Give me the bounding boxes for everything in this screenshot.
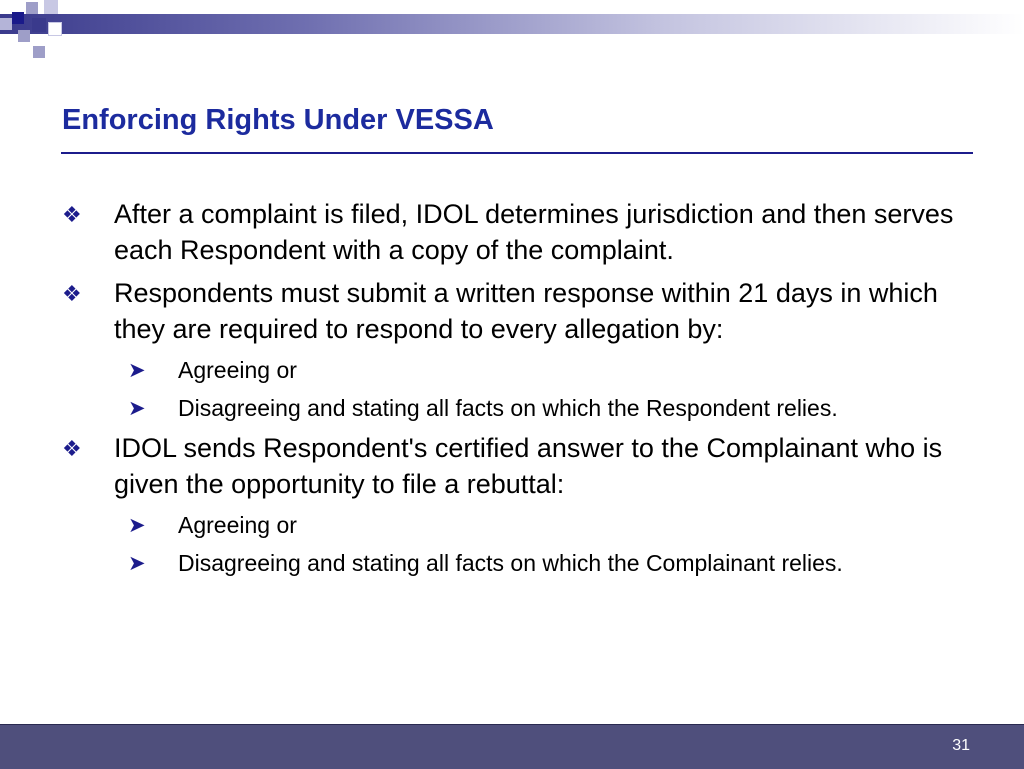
footer-bar (0, 724, 1024, 769)
sub-bullet-text: Agreeing or (178, 512, 297, 538)
logo-square (48, 22, 62, 36)
sub-bullet-item (128, 354, 962, 387)
title-underline (61, 152, 973, 154)
logo-square (18, 30, 30, 42)
sub-bullet-item (128, 509, 962, 542)
sub-bullet-item (128, 392, 962, 425)
diamond-bullet-icon: ❖ (62, 436, 82, 461)
bullet-text: After a complaint is filed, IDOL determines jurisdiction and then serves each Respondent with a copy of the complaint. (114, 199, 954, 265)
arrowhead-bullet-icon: ➤ (128, 514, 146, 537)
logo-square (12, 12, 24, 24)
arrowhead-bullet-icon: ➤ (128, 397, 146, 420)
logo-square (44, 0, 58, 14)
slide-body (62, 196, 962, 585)
logo-square (0, 18, 12, 30)
header-gradient-bar (0, 14, 1024, 34)
logo-square (26, 2, 38, 14)
sub-bullet-item (128, 547, 962, 580)
diamond-bullet-icon: ❖ (62, 202, 82, 227)
sub-bullet-text: Agreeing or (178, 357, 297, 383)
slide-title: Enforcing Rights Under VESSA (62, 104, 494, 136)
sub-bullet-text: Disagreeing and stating all facts on which the Respondent relies. (178, 395, 838, 421)
logo-square (32, 18, 46, 32)
bullet-item (62, 275, 962, 347)
diamond-bullet-icon: ❖ (62, 281, 82, 306)
bullet-item (62, 430, 962, 502)
bullet-item (62, 196, 962, 268)
page-number: 31 (952, 737, 970, 754)
bullet-text: IDOL sends Respondent's certified answer to the Complainant who is given the opportunity to file a rebuttal: (114, 433, 943, 499)
bullet-text: Respondents must submit a written response within 21 days in which they are required to respond to every allegation by: (114, 278, 938, 344)
logo-square (33, 46, 45, 58)
arrowhead-bullet-icon: ➤ (128, 552, 146, 575)
sub-bullet-text: Disagreeing and stating all facts on which the Complainant relies. (178, 550, 843, 576)
arrowhead-bullet-icon: ➤ (128, 359, 146, 382)
